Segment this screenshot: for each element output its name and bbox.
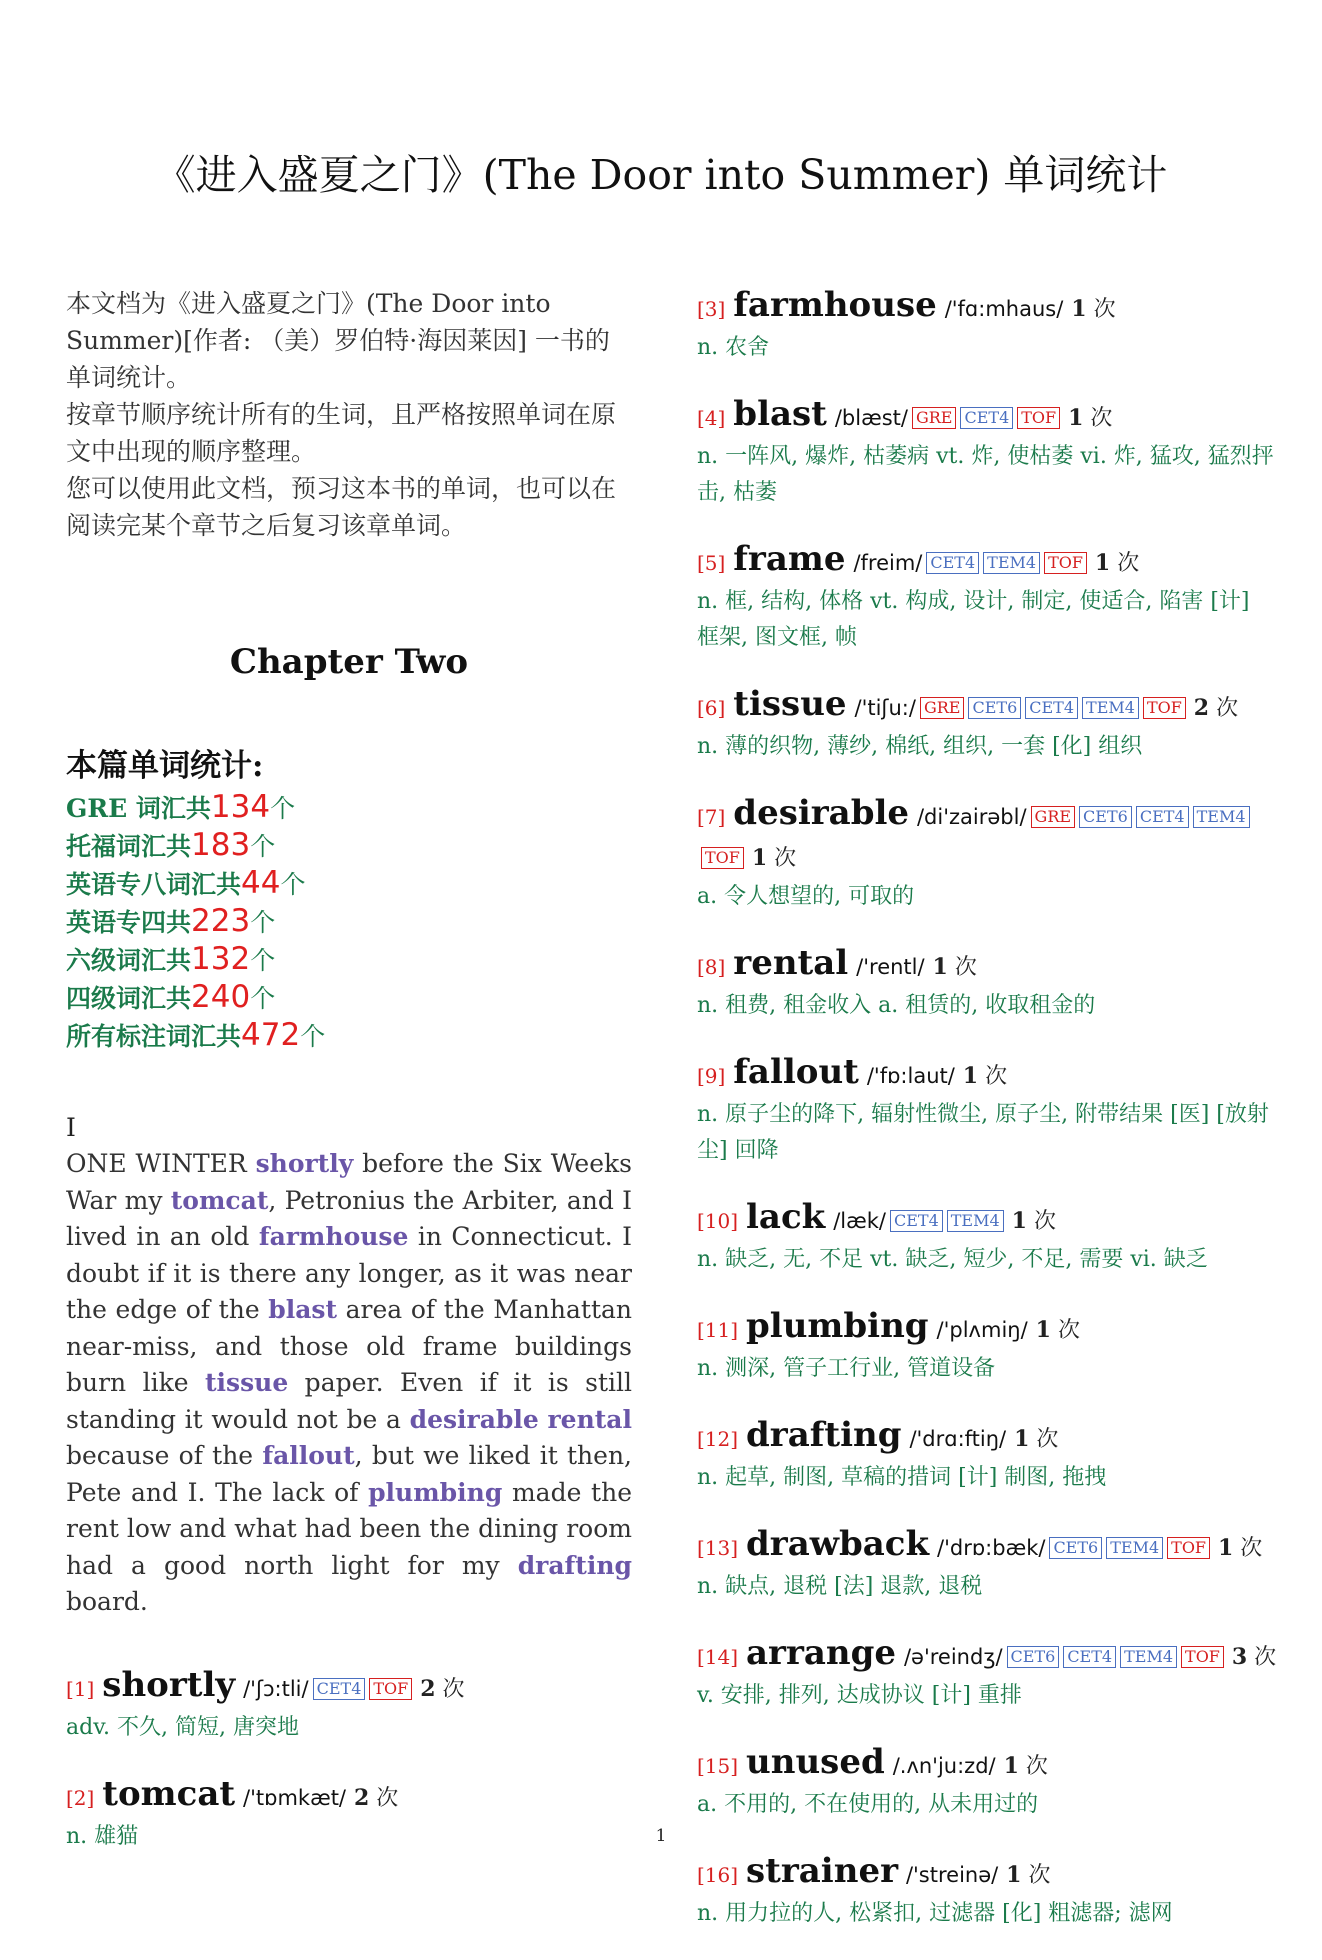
- entry-count: [1218, 1536, 1262, 1561]
- entry-phonetic: /'drɑ:ftiŋ/: [909, 1427, 1007, 1451]
- stats-list: [66, 789, 632, 1055]
- vocab-highlight: rental: [547, 1404, 632, 1434]
- level-tag: TEM4: [947, 1210, 1004, 1232]
- stat-unit: 个: [280, 870, 306, 899]
- level-tag: CET4: [1063, 1646, 1116, 1668]
- count-unit: 次: [1090, 406, 1113, 431]
- level-tag: CET4: [1136, 806, 1189, 828]
- entry-head: [697, 1306, 1277, 1351]
- count-number: 1: [1217, 1535, 1234, 1561]
- entry-definition: adv. 不久, 简短, 唐突地: [66, 1714, 299, 1740]
- entry-count: [1232, 1645, 1276, 1670]
- entry-count: [1068, 406, 1112, 431]
- entry-phonetic: /.ʌn'ju:zd/: [892, 1754, 996, 1778]
- stat-count: 472: [241, 1017, 301, 1053]
- entry-index: [7]: [697, 805, 726, 829]
- entry-definition: n. 农舍: [697, 335, 770, 360]
- stat-row: [66, 979, 632, 1017]
- level-tag: GRE: [1031, 806, 1076, 828]
- chapter-heading: Chapter Two: [229, 642, 469, 682]
- entry-count: [1071, 297, 1115, 322]
- entry-definition: n. 缺点, 退税 [法] 退款, 退税: [697, 1574, 983, 1599]
- entry-count: [752, 846, 796, 871]
- level-tag: CET6: [1007, 1646, 1060, 1668]
- count-number: 2: [1193, 695, 1210, 721]
- level-tag: TOF: [1181, 1646, 1224, 1668]
- entry-index: [1]: [66, 1676, 95, 1701]
- entry-word: unused: [746, 1742, 885, 1782]
- entry-count: [1194, 696, 1238, 721]
- vocab-highlight: tissue: [204, 1368, 289, 1397]
- left-column: [66, 285, 632, 1883]
- count-unit: 次: [1093, 297, 1116, 322]
- level-tag: CET6: [1079, 806, 1132, 828]
- entry-phonetic: /freim/: [853, 551, 923, 575]
- passage-text: ONE WINTER shortly before the Six Weeks War my tomcat, Petronius the Arbiter, and I lived in an old farmhouse in Connecticut. I doubt if it is there any longer, as it was near the edge of the blast area of the Manhattan near-miss, and those old frame buildings burn like tissue paper. Even if it is still standing it would not be a desirable rental because of the fallout, but we liked it then, Pete and I. The lack of plumbing made the rent low and what had been the dining room had a good north light for my drafting board.: [66, 1149, 632, 1616]
- stat-unit: 个: [270, 794, 296, 823]
- intro-paragraph: 按章节顺序统计所有的生词，且严格按照单词在原文中出现的顺序整理。: [66, 400, 617, 466]
- word-entry: [697, 684, 1277, 765]
- stat-count: 240: [191, 979, 251, 1015]
- stat-row: [66, 789, 632, 827]
- count-unit: 次: [1036, 1427, 1059, 1452]
- stat-unit: 个: [300, 1022, 326, 1051]
- count-unit: 次: [442, 1676, 465, 1702]
- word-entry: [697, 1742, 1277, 1823]
- count-unit: 次: [1240, 1536, 1263, 1561]
- word-entry: [697, 1524, 1277, 1605]
- stat-row: [66, 941, 632, 979]
- count-number: 2: [353, 1784, 370, 1811]
- page-number: 1: [655, 1826, 667, 1846]
- level-tag: CET6: [968, 697, 1021, 719]
- level-tag: CET4: [926, 552, 979, 574]
- stat-label: 托福词汇共: [66, 832, 192, 861]
- word-entry: [697, 1415, 1277, 1496]
- section-mark: I: [66, 1113, 76, 1142]
- stat-unit: 个: [250, 946, 276, 975]
- entry-head: [697, 285, 1277, 330]
- entry-index: [12]: [697, 1427, 739, 1451]
- entry-phonetic: /'tiʃu:/: [854, 696, 916, 720]
- count-number: 1: [751, 845, 768, 871]
- entry-count: [1014, 1427, 1058, 1452]
- entry-head: [66, 1774, 632, 1819]
- count-number: 3: [1231, 1644, 1248, 1670]
- stat-row: [66, 865, 632, 903]
- entry-index: [5]: [697, 551, 726, 575]
- count-number: 1: [1003, 1753, 1019, 1779]
- level-tag: CET4: [1025, 697, 1078, 719]
- count-unit: 次: [376, 1785, 399, 1811]
- entry-count: [420, 1677, 464, 1702]
- count-number: 1: [1011, 1208, 1027, 1234]
- entry-count: [1004, 1754, 1048, 1779]
- word-entry: [697, 394, 1277, 511]
- vocab-highlight: tomcat: [170, 1185, 269, 1215]
- entry-phonetic: /'ʃɔ:tli/: [243, 1676, 309, 1701]
- level-tag: TOF: [701, 847, 744, 869]
- vocab-highlight: shortly: [255, 1149, 354, 1178]
- count-number: 1: [1006, 1862, 1022, 1888]
- entry-definition: n. 原子尘的降下, 辐射性微尘, 原子尘, 附带结果 [医] [放射尘] 回降: [697, 1102, 1269, 1163]
- entry-word: lack: [746, 1197, 826, 1237]
- entry-word: desirable: [733, 793, 910, 833]
- stat-label: GRE 词汇共: [66, 794, 211, 823]
- entry-phonetic: /'fɒ:laut/: [866, 1064, 955, 1088]
- entry-head: [697, 1197, 1277, 1242]
- entry-index: [16]: [697, 1863, 739, 1887]
- count-unit: 次: [1117, 551, 1140, 576]
- word-entry: [697, 1306, 1277, 1387]
- entry-head: [66, 1665, 632, 1710]
- count-unit: 次: [1033, 1209, 1056, 1234]
- entry-definition: a. 令人想望的, 可取的: [697, 884, 915, 909]
- entry-index: [14]: [697, 1645, 739, 1669]
- count-number: 1: [1068, 405, 1084, 431]
- vocab-highlight: plumbing: [368, 1477, 503, 1507]
- entry-definition: n. 薄的织物, 薄纱, 棉纸, 组织, 一套 [化] 组织: [697, 734, 1143, 759]
- word-entry: [697, 1197, 1277, 1278]
- entry-index: [6]: [697, 696, 726, 720]
- count-number: 1: [1035, 1317, 1051, 1343]
- level-tag: TOF: [1017, 407, 1060, 429]
- count-number: 1: [932, 954, 948, 980]
- stat-row: [66, 827, 632, 865]
- stat-label: 英语专四共: [66, 908, 192, 937]
- entry-definition: n. 用力拉的人, 松紧扣, 过滤器 [化] 粗滤器; 滤网: [697, 1901, 1173, 1926]
- level-tag: TOF: [1044, 552, 1087, 574]
- entry-count: [933, 955, 977, 980]
- stat-count: 132: [191, 941, 251, 977]
- entry-index: [15]: [697, 1754, 739, 1778]
- word-entry: [697, 539, 1277, 656]
- level-tag: CET4: [960, 407, 1013, 429]
- count-unit: 次: [1254, 1645, 1277, 1670]
- level-tag: GRE: [920, 697, 965, 719]
- stats-heading: 本篇单词统计:: [66, 748, 264, 784]
- entry-index: [9]: [697, 1064, 726, 1088]
- entry-word: rental: [733, 943, 849, 983]
- entry-head: [697, 684, 1277, 729]
- entry-head: [697, 793, 1277, 879]
- entry-word: frame: [733, 539, 846, 579]
- entry-phonetic: /læk/: [833, 1209, 886, 1233]
- entry-word: tissue: [733, 684, 847, 724]
- entry-word: strainer: [746, 1851, 898, 1891]
- entry-definition: n. 雄猫: [66, 1823, 139, 1849]
- entry-count: [1095, 551, 1139, 576]
- level-tag: TEM4: [1106, 1537, 1163, 1559]
- stat-row: [66, 1017, 632, 1055]
- entry-definition: n. 租费, 租金收入 a. 租赁的, 收取租金的: [697, 993, 1096, 1018]
- entry-head: [697, 394, 1277, 439]
- entry-phonetic: /'fɑ:mhaus/: [944, 297, 1064, 321]
- entry-definition: n. 一阵风, 爆炸, 枯萎病 vt. 炸, 使枯萎 vi. 炸, 猛攻, 猛烈抨击, 枯萎: [697, 444, 1274, 505]
- vocab-highlight: farmhouse: [258, 1222, 409, 1251]
- count-number: 1: [1014, 1426, 1030, 1452]
- entry-word: blast: [733, 394, 827, 434]
- entry-phonetic: /'streinə/: [905, 1863, 999, 1887]
- entry-count: [1036, 1318, 1080, 1343]
- entry-definition: a. 不用的, 不在使用的, 从未用过的: [697, 1792, 1039, 1817]
- entry-count: [354, 1786, 398, 1811]
- word-entry: [697, 1633, 1277, 1714]
- entry-index: [3]: [697, 297, 726, 321]
- stat-count: 223: [191, 903, 251, 939]
- count-unit: 次: [774, 846, 797, 871]
- entry-phonetic: /blæst/: [834, 406, 908, 430]
- entry-word: shortly: [102, 1664, 236, 1705]
- entry-word: drawback: [746, 1524, 930, 1564]
- entry-phonetic: /'tɒmkæt/: [243, 1785, 347, 1810]
- entry-definition: n. 测深, 管子工行业, 管道设备: [697, 1356, 996, 1381]
- entry-word: farmhouse: [733, 285, 937, 325]
- stat-count: 134: [210, 789, 271, 825]
- stat-unit: 个: [250, 908, 276, 937]
- stat-label: 六级词汇共: [66, 946, 192, 975]
- entry-head: [697, 1851, 1277, 1896]
- vocab-highlight: fallout: [262, 1441, 355, 1470]
- word-entry: [697, 793, 1277, 915]
- level-tag: GRE: [912, 407, 957, 429]
- entry-phonetic: /'drɒ:bæk/: [937, 1536, 1046, 1560]
- entry-head: [697, 1524, 1277, 1569]
- entry-definition: v. 安排, 排列, 达成协议 [计] 重排: [697, 1683, 1022, 1708]
- entry-index: [11]: [697, 1318, 739, 1342]
- entry-phonetic: /ə'reindʒ/: [903, 1645, 1003, 1669]
- vocab-highlight: desirable: [409, 1404, 539, 1434]
- word-entry: [697, 285, 1277, 366]
- level-tag: TOF: [1167, 1537, 1210, 1559]
- level-tag: CET4: [890, 1210, 943, 1232]
- entry-head: [697, 1415, 1277, 1460]
- entry-phonetic: /di'zairəbl/: [916, 805, 1027, 829]
- stat-row: [66, 903, 632, 941]
- entry-phonetic: /'plʌmiŋ/: [936, 1318, 1028, 1342]
- page-title: 《进入盛夏之门》(The Door into Summer) 单词统计: [154, 151, 1168, 199]
- count-number: 1: [1071, 296, 1087, 322]
- count-number: 1: [1094, 550, 1111, 576]
- level-tag: TEM4: [983, 552, 1040, 574]
- stat-label: 四级词汇共: [66, 984, 192, 1013]
- count-number: 2: [420, 1675, 436, 1702]
- entry-word: tomcat: [102, 1773, 236, 1814]
- word-entry: [697, 943, 1277, 1024]
- level-tag: TEM4: [1082, 697, 1139, 719]
- level-tag: TEM4: [1120, 1646, 1177, 1668]
- level-tag: TOF: [369, 1678, 412, 1700]
- stat-unit: 个: [250, 832, 276, 861]
- level-tag: CET6: [1049, 1537, 1102, 1559]
- intro-text: [66, 285, 632, 544]
- entry-count: [1006, 1863, 1050, 1888]
- entry-index: [8]: [697, 955, 726, 979]
- entry-definition: n. 起草, 制图, 草稿的措词 [计] 制图, 拖拽: [697, 1465, 1107, 1490]
- word-entry: [697, 1052, 1277, 1169]
- entry-index: [10]: [697, 1209, 739, 1233]
- entry-head: [697, 539, 1277, 584]
- entry-index: [13]: [697, 1536, 739, 1560]
- count-number: 1: [962, 1063, 979, 1089]
- intro-paragraph: 本文档为《进入盛夏之门》(The Door into Summer)[作者: （美）罗伯特·海因莱因] 一书的单词统计。: [66, 289, 610, 392]
- count-unit: 次: [1216, 696, 1239, 721]
- entry-word: arrange: [746, 1633, 897, 1673]
- stat-label: 所有标注词汇共: [66, 1022, 242, 1051]
- entry-head: [697, 1742, 1277, 1787]
- count-unit: 次: [1025, 1754, 1048, 1779]
- entry-count: [1012, 1209, 1056, 1234]
- vocab-highlight: drafting: [517, 1550, 632, 1580]
- entry-definition: n. 缺乏, 无, 不足 vt. 缺乏, 短少, 不足, 需要 vi. 缺乏: [697, 1247, 1208, 1272]
- entry-index: [2]: [66, 1785, 95, 1810]
- entry-head: [697, 1052, 1277, 1097]
- right-word-list: [697, 285, 1277, 1960]
- entry-head: [697, 1633, 1277, 1678]
- count-unit: 次: [954, 955, 977, 980]
- entry-phonetic: /'rentl/: [856, 955, 925, 979]
- level-tag: CET4: [313, 1678, 366, 1700]
- count-unit: 次: [1028, 1863, 1051, 1888]
- intro-paragraph: 您可以使用此文档，预习这本书的单词，也可以在阅读完某个章节之后复习该章单词。: [66, 474, 617, 540]
- count-unit: 次: [985, 1064, 1008, 1089]
- level-tag: TEM4: [1193, 806, 1250, 828]
- entry-head: [697, 943, 1277, 988]
- entry-word: plumbing: [746, 1306, 929, 1346]
- level-tag: TOF: [1143, 697, 1186, 719]
- word-entry: [66, 1665, 632, 1746]
- vocab-highlight: blast: [268, 1295, 338, 1324]
- entry-definition: n. 框, 结构, 体格 vt. 构成, 设计, 制定, 使适合, 陷害 [计] 框架, 图文框, 帧: [697, 589, 1250, 650]
- entry-word: fallout: [733, 1052, 859, 1092]
- word-entry: [697, 1851, 1277, 1932]
- stat-unit: 个: [250, 984, 276, 1013]
- count-unit: 次: [1057, 1318, 1080, 1343]
- stat-count: 44: [241, 865, 281, 901]
- stat-label: 英语专八词汇共: [66, 870, 242, 899]
- entry-word: drafting: [746, 1415, 902, 1455]
- entry-count: [963, 1064, 1007, 1089]
- stat-count: 183: [191, 827, 251, 863]
- entry-index: [4]: [697, 406, 726, 430]
